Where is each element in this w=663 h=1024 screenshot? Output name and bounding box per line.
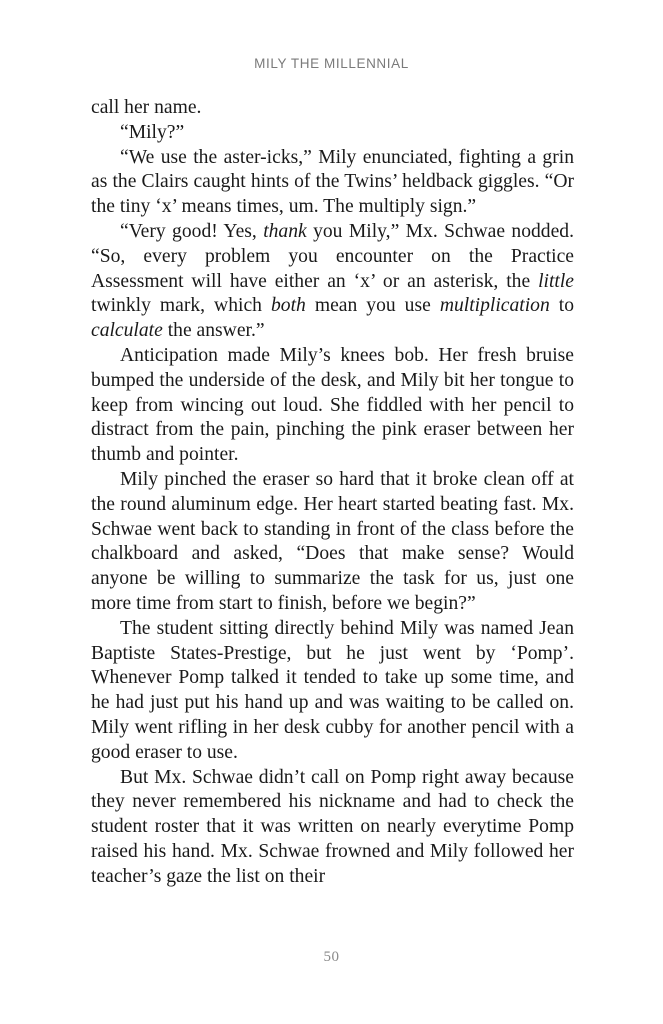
italic-run: little (538, 270, 574, 292)
italic-run: multiplication (439, 295, 550, 317)
text-run: twinkly mark, which (91, 295, 271, 317)
text-run: mean you use (305, 295, 440, 317)
text-run: Mily pinched the eraser so hard that it broke clean off at the round aluminum edge. Her heart started beating fast. Mx. Schwae went back to standing in front of the class before the chalkboard and asked, “Does that make sense? Would anyone be willing to summarize the task for us, just one more time from start to finish, before we begin?” (91, 468, 574, 614)
text-run: The student sitting directly behind Mily was named Jean Baptiste States-Prestige, but he just went by ‘Pomp’. Whenever Pomp talked it tended to take up some time, and he had just put his hand up and was waiting to be called on. Mily went rifling in her desk cubby for another pencil with a good eraser to use. (91, 617, 574, 763)
text-run: to (549, 295, 575, 317)
text-run: call her name. (91, 97, 202, 118)
paragraph (91, 344, 574, 468)
text-run: the answer.” (162, 320, 265, 342)
italic-run: thank (263, 220, 307, 242)
text-run: “Mily?” (120, 121, 185, 143)
body-text (91, 96, 574, 890)
paragraph (91, 220, 574, 344)
text-run: you Mily,” Mx. Schwae nodded. “So, every problem you encounter on the Practice Assessment will have either an ‘x’ or an asterisk, the (91, 220, 574, 292)
paragraph (91, 766, 574, 890)
text-run: “We use the aster-icks,” Mily enunciated, fighting a grin as the Clairs caught hints of the Twins’ heldback giggles. “Or the tiny ‘x’ means times, um. The multiply sign.” (91, 146, 574, 218)
text-run: “Very good! Yes, (120, 220, 264, 242)
paragraph (91, 96, 574, 121)
paragraph (91, 617, 574, 766)
italic-run: calculate (91, 320, 163, 342)
paragraph (91, 121, 574, 146)
text-run: Anticipation made Mily’s knees bob. Her fresh bruise bumped the underside of the desk, and Mily bit her tongue to keep from wincing out loud. She fiddled with her pencil to distract from the pain, pinching the pink eraser between her thumb and pointer. (91, 344, 574, 466)
text-run: But Mx. Schwae didn’t call on Pomp right away because they never remembered his nickname and had to check the student roster that it was written on nearly everytime Pomp raised his hand. Mx. Schwae frowned and Mily followed her teacher’s gaze the list on their (91, 766, 574, 887)
running-head: MILY THE MILLENNIAL (254, 56, 409, 71)
page-number: 50 (323, 949, 340, 965)
paragraph (91, 468, 574, 617)
paragraph (91, 146, 574, 220)
italic-run: both (270, 295, 306, 317)
